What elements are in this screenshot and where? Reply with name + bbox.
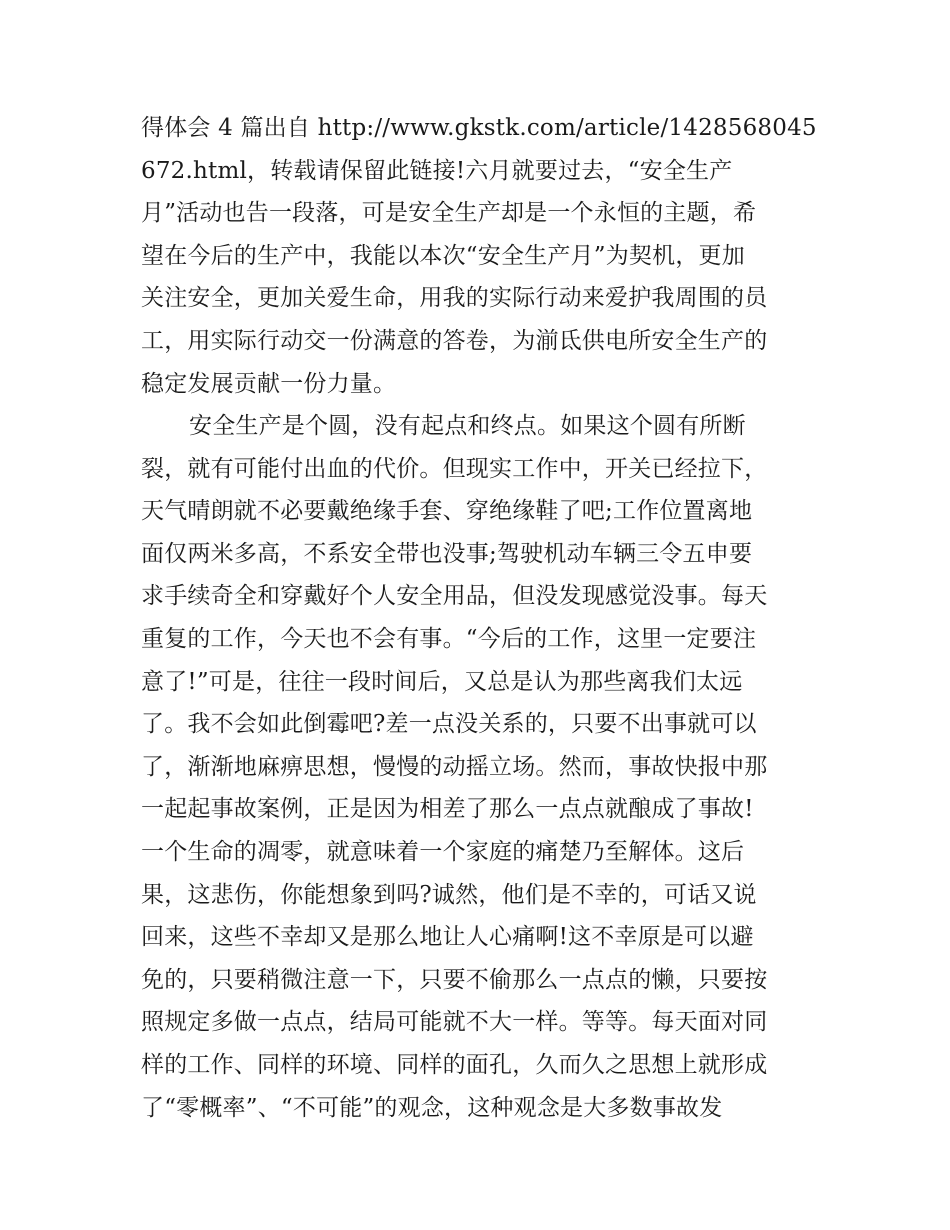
paragraph-line: 得体会 4 篇出自 http://www.gkstk.com/article/1428568045	[141, 115, 817, 141]
paragraph-line: 月”活动也告一段落，可是安全生产却是一个永恒的主题，希	[141, 200, 757, 227]
paragraph-line: 一个生命的凋零，就意味着一个家庭的痛楚乃至解体。这后	[141, 838, 745, 865]
paragraph-line: 安全生产是个圆，没有起点和终点。如果这个圆有所断	[189, 413, 746, 439]
paragraph-2	[141, 405, 821, 1129]
paragraph-line: 果，这悲伤，你能想象到吗?诚然，他们是不幸的，可话又说	[141, 881, 757, 908]
paragraph-1	[141, 107, 821, 405]
paragraph-line: 一起起事故案例，正是因为相差了那么一点点就酿成了事故!	[141, 796, 754, 823]
paragraph-line: 样的工作、同样的环境、同样的面孔，久而久之思想上就形成	[141, 1051, 768, 1078]
paragraph-line: 了，渐渐地麻痹思想，慢慢的动摇立场。然而，事故快报中那	[141, 753, 768, 780]
paragraph-line: 回来，这些不幸却又是那么地让人心痛啊!这不幸原是可以避	[141, 924, 754, 951]
paragraph-line: 稳定发展贡献一份力量。	[141, 370, 397, 397]
paragraph-line: 意了!”可是，往往一段时间后，又总是认为那些离我们太远	[141, 668, 743, 695]
paragraph-line: 求手续奇全和穿戴好个人安全用品，但没发现感觉没事。每天	[141, 583, 768, 610]
paragraph-line: 裂，就有可能付出血的代价。但现实工作中，开关已经拉下，	[141, 455, 768, 482]
paragraph-line: 了“零概率”、“不可能”的观念，这种观念是大多数事故发	[141, 1094, 723, 1121]
paragraph-line: 面仅两米多高，不系安全带也没事;驾驶机动车辆三令五申要	[141, 540, 753, 567]
paragraph-line: 重复的工作，今天也不会有事。“今后的工作，这里一定要注	[141, 625, 757, 652]
paragraph-line: 关注安全，更加关爱生命，用我的实际行动来爱护我周围的员	[141, 285, 768, 312]
paragraph-line: 672.html，转载请保留此链接!六月就要过去，“安全生产	[141, 157, 733, 184]
paragraph-line: 工，用实际行动交一份满意的答卷，为湔氐供电所安全生产的	[141, 327, 768, 354]
paragraph-line: 天气晴朗就不必要戴绝缘手套、穿绝缘鞋了吧;工作位置离地	[141, 498, 753, 525]
paragraph-line: 望在今后的生产中，我能以本次“安全生产月”为契机，更加	[141, 242, 745, 269]
paragraph-line: 照规定多做一点点，结局可能就不大一样。等等。每天面对同	[141, 1009, 768, 1036]
paragraph-line: 了。我不会如此倒霉吧?差一点没关系的，只要不出事就可以	[141, 711, 757, 738]
paragraph-line: 免的，只要稍微注意一下，只要不偷那么一点点的懒，只要按	[141, 966, 768, 993]
